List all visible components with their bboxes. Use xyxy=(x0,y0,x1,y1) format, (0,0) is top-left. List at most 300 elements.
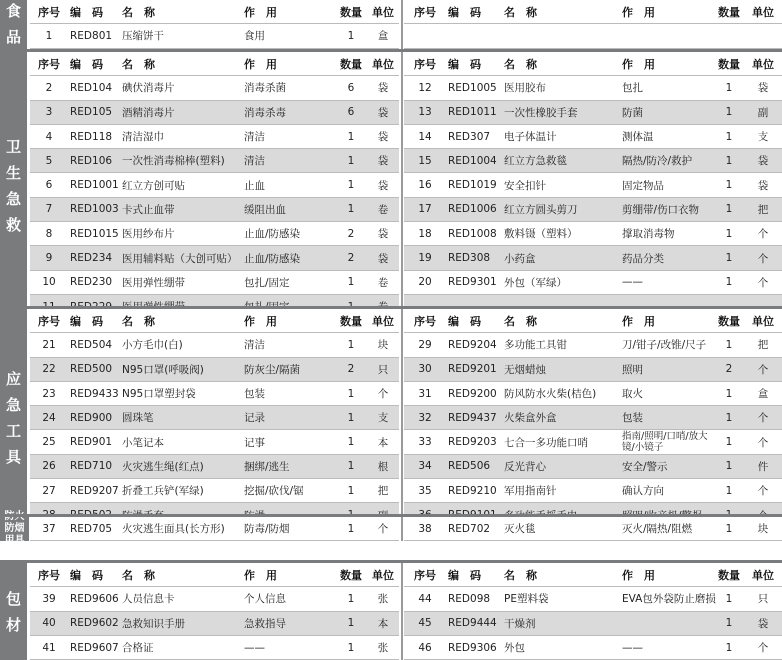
item-unit: 只 xyxy=(377,363,389,376)
item-use: 捆绑/逃生 xyxy=(244,460,290,473)
item-unit: 把 xyxy=(377,485,389,498)
item-unit: 块 xyxy=(757,523,769,536)
item-no: 7 xyxy=(45,203,53,216)
header-row xyxy=(30,563,399,587)
table-row xyxy=(30,149,399,173)
left-column xyxy=(30,563,399,660)
item-name: 红立方急救毯 xyxy=(504,155,567,168)
table-row xyxy=(30,246,399,270)
item-use: 清洁 xyxy=(244,339,265,352)
item-no: 9 xyxy=(45,252,53,265)
item-qty: 1 xyxy=(725,411,733,424)
item-code: RED105 xyxy=(70,106,113,119)
table-row xyxy=(404,406,782,430)
item-unit: 个 xyxy=(757,363,769,376)
header-unit: 单位 xyxy=(752,314,774,328)
item-no: 33 xyxy=(418,436,432,449)
header-no: 序号 xyxy=(38,5,60,19)
item-code: RED702 xyxy=(448,522,491,535)
item-code: RED9437 xyxy=(448,411,497,424)
item-unit: 把 xyxy=(757,339,769,352)
item-qty: 1 xyxy=(347,179,355,192)
item-name: PE塑料袋 xyxy=(504,593,549,606)
header-use: 作 用 xyxy=(622,568,655,582)
header-no: 序号 xyxy=(414,314,436,328)
item-unit: 袋 xyxy=(377,131,389,144)
left-column xyxy=(30,0,399,49)
table-row xyxy=(30,431,399,455)
left-column xyxy=(30,52,399,319)
header-use: 作 用 xyxy=(244,57,277,71)
item-unit: 张 xyxy=(377,642,389,655)
item-name: 军用指南针 xyxy=(504,485,557,498)
item-code: RED308 xyxy=(448,252,491,265)
right-column xyxy=(404,52,782,319)
column-divider xyxy=(401,0,403,49)
item-name: 红立方圆头剪刀 xyxy=(504,203,578,216)
item-name: N95口罩(呼吸阀) xyxy=(122,363,204,376)
section-5 xyxy=(0,563,782,660)
item-name: 防风防水火柴(桔色) xyxy=(504,388,597,401)
item-no: 44 xyxy=(418,592,432,605)
item-name: 灭火毯 xyxy=(504,523,536,536)
item-unit: 个 xyxy=(757,436,769,449)
header-code: 编 码 xyxy=(70,568,103,582)
item-qty: 2 xyxy=(347,227,355,240)
item-use: —— xyxy=(244,641,265,654)
item-qty: 1 xyxy=(347,592,355,605)
header-qty: 数量 xyxy=(718,57,740,71)
item-name: 卡式止血带 xyxy=(122,203,175,216)
item-unit: 袋 xyxy=(757,179,769,192)
header-code: 编 码 xyxy=(70,57,103,71)
item-no: 16 xyxy=(418,179,432,192)
item-name: 外包（军绿） xyxy=(504,276,567,289)
item-qty: 1 xyxy=(347,641,355,654)
item-qty: 1 xyxy=(347,29,355,42)
item-name: 酒精消毒片 xyxy=(122,106,175,119)
right-column xyxy=(404,517,782,541)
item-no: 2 xyxy=(45,81,53,94)
left-column xyxy=(30,309,399,528)
table-row xyxy=(30,333,399,357)
item-use: —— xyxy=(622,276,643,289)
header-no: 序号 xyxy=(414,5,436,19)
item-use: 灭火/隔热/阻燃 xyxy=(622,523,693,536)
item-qty: 1 xyxy=(347,387,355,400)
item-unit: 个 xyxy=(757,252,769,265)
table-row xyxy=(404,222,782,246)
header-use: 作 用 xyxy=(622,314,655,328)
item-unit: 本 xyxy=(377,436,389,449)
item-name: 外包 xyxy=(504,642,525,655)
table-row xyxy=(30,455,399,479)
item-use: 指南/照明/口哨/放大镜/小镜子 xyxy=(622,431,708,454)
item-qty: 1 xyxy=(347,154,355,167)
item-qty: 1 xyxy=(725,592,733,605)
header-no: 序号 xyxy=(38,568,60,582)
table-row xyxy=(404,636,782,660)
item-unit: 个 xyxy=(377,523,389,536)
item-unit: 袋 xyxy=(757,155,769,168)
item-no: 18 xyxy=(418,227,432,240)
item-code: RED9301 xyxy=(448,276,497,289)
item-code: RED1005 xyxy=(448,81,497,94)
left-column xyxy=(30,517,399,541)
table-row xyxy=(404,76,782,100)
item-use: 包装 xyxy=(622,412,643,425)
item-use: 防菌 xyxy=(622,106,643,119)
item-code: RED098 xyxy=(448,592,491,605)
item-no: 5 xyxy=(45,154,53,167)
item-no: 20 xyxy=(418,276,432,289)
header-code: 编 码 xyxy=(448,5,481,19)
item-name: N95口罩塑封袋 xyxy=(122,388,196,401)
table-row xyxy=(404,246,782,270)
item-qty: 1 xyxy=(725,203,733,216)
header-code: 编 码 xyxy=(70,314,103,328)
item-use: 记录 xyxy=(244,412,265,425)
header-code: 编 码 xyxy=(70,5,103,19)
item-use: 确认方向 xyxy=(622,485,664,498)
item-use: 隔热/防冷/救护 xyxy=(622,155,693,168)
header-code: 编 码 xyxy=(448,314,481,328)
item-qty: 1 xyxy=(347,338,355,351)
item-unit: 个 xyxy=(757,276,769,289)
table-row xyxy=(404,479,782,503)
table-row xyxy=(404,149,782,173)
right-column xyxy=(404,309,782,528)
table-row xyxy=(30,636,399,660)
item-qty: 6 xyxy=(347,81,355,94)
item-use: 个人信息 xyxy=(244,593,286,606)
header-row xyxy=(30,309,399,333)
item-qty: 1 xyxy=(725,522,733,535)
item-qty: 1 xyxy=(347,411,355,424)
item-unit: 支 xyxy=(757,131,769,144)
item-qty: 1 xyxy=(347,484,355,497)
header-use: 作 用 xyxy=(244,314,277,328)
item-qty: 1 xyxy=(725,436,733,449)
table-row xyxy=(30,382,399,406)
item-no: 37 xyxy=(42,522,56,535)
item-use: 防毒/防烟 xyxy=(244,523,290,536)
category-label: 防烟用具 xyxy=(0,517,29,541)
item-no: 22 xyxy=(42,363,56,376)
item-code: RED1004 xyxy=(448,154,497,167)
item-qty: 2 xyxy=(725,363,733,376)
item-name: 一次性橡胶手套 xyxy=(504,106,578,119)
table-row xyxy=(30,517,399,541)
table-row xyxy=(404,455,782,479)
table-row xyxy=(404,271,782,295)
item-unit: 张 xyxy=(377,593,389,606)
item-qty: 1 xyxy=(725,484,733,497)
table-row xyxy=(404,174,782,198)
right-column xyxy=(404,0,782,49)
item-unit: 盒 xyxy=(377,30,389,43)
item-name: 小药盒 xyxy=(504,252,536,265)
table-row xyxy=(30,222,399,246)
header-row xyxy=(404,0,782,24)
item-no: 4 xyxy=(45,130,53,143)
section-divider xyxy=(0,560,782,563)
header-name: 名 称 xyxy=(504,5,537,19)
item-use: 止血 xyxy=(244,179,265,192)
item-use: 缓阻出血 xyxy=(244,203,286,216)
table-row xyxy=(30,406,399,430)
item-code: RED9200 xyxy=(448,387,497,400)
item-code: RED504 xyxy=(70,338,113,351)
header-code: 编 码 xyxy=(448,57,481,71)
header-unit: 单位 xyxy=(372,314,394,328)
item-code: RED9606 xyxy=(70,592,119,605)
section-divider xyxy=(0,306,782,309)
item-no: 6 xyxy=(45,179,53,192)
item-no: 23 xyxy=(42,387,56,400)
header-row xyxy=(404,563,782,587)
column-divider xyxy=(401,563,403,660)
item-code: RED506 xyxy=(448,460,491,473)
section-divider xyxy=(0,514,782,517)
item-unit: 块 xyxy=(377,339,389,352)
item-code: RED500 xyxy=(70,363,113,376)
item-unit: 只 xyxy=(757,593,769,606)
item-name: 干燥剂 xyxy=(504,617,536,630)
item-qty: 1 xyxy=(725,276,733,289)
header-qty: 数量 xyxy=(340,568,362,582)
table-row xyxy=(404,333,782,357)
item-unit: 个 xyxy=(757,228,769,241)
item-name: 红立方创可贴 xyxy=(122,179,185,192)
header-use: 作 用 xyxy=(622,57,655,71)
item-use: 食用 xyxy=(244,30,265,43)
item-no: 8 xyxy=(45,227,53,240)
table-row xyxy=(30,479,399,503)
item-use xyxy=(622,612,714,635)
item-name: 医用纱布片 xyxy=(122,228,175,241)
item-name: 七合一多功能口哨 xyxy=(504,436,588,449)
item-no: 40 xyxy=(42,617,56,630)
header-row xyxy=(30,52,399,76)
header-qty: 数量 xyxy=(718,568,740,582)
item-qty: 1 xyxy=(725,81,733,94)
item-qty: 1 xyxy=(347,130,355,143)
item-code: RED710 xyxy=(70,460,113,473)
section-4 xyxy=(0,517,782,547)
item-use: —— xyxy=(622,641,643,654)
item-no: 19 xyxy=(418,252,432,265)
item-no: 39 xyxy=(42,592,56,605)
header-unit: 单位 xyxy=(372,57,394,71)
header-code: 编 码 xyxy=(448,568,481,582)
section-2 xyxy=(0,52,782,319)
table-row xyxy=(404,382,782,406)
header-name: 名 称 xyxy=(122,57,155,71)
item-unit: 副 xyxy=(757,106,769,119)
table-row xyxy=(30,125,399,149)
item-use: 固定物品 xyxy=(622,179,664,192)
item-name: 急救知识手册 xyxy=(122,617,185,630)
item-use: 取火 xyxy=(622,388,643,401)
item-code: RED1019 xyxy=(448,179,497,192)
item-name: 合格证 xyxy=(122,642,154,655)
item-unit: 袋 xyxy=(377,228,389,241)
item-unit: 袋 xyxy=(377,82,389,95)
item-qty: 1 xyxy=(725,130,733,143)
item-qty: 1 xyxy=(725,387,733,400)
item-use: 急救指导 xyxy=(244,617,286,630)
header-name: 名 称 xyxy=(504,568,537,582)
header-qty: 数量 xyxy=(718,314,740,328)
item-unit: 把 xyxy=(757,203,769,216)
item-code: RED900 xyxy=(70,411,113,424)
item-code: RED1015 xyxy=(70,227,119,240)
item-no: 10 xyxy=(42,276,56,289)
item-unit: 袋 xyxy=(757,617,769,630)
column-divider xyxy=(401,517,403,541)
item-use: 消毒杀毒 xyxy=(244,106,286,119)
item-qty: 2 xyxy=(347,363,355,376)
header-qty: 数量 xyxy=(340,57,362,71)
item-unit: 个 xyxy=(377,388,389,401)
item-name: 医用弹性绷带 xyxy=(122,276,185,289)
item-qty: 2 xyxy=(347,252,355,265)
item-qty: 1 xyxy=(725,179,733,192)
item-qty: 1 xyxy=(725,252,733,265)
item-no: 35 xyxy=(418,484,432,497)
item-use: 测体温 xyxy=(622,131,654,144)
item-qty: 1 xyxy=(725,338,733,351)
item-unit: 本 xyxy=(377,617,389,630)
item-unit: 卷 xyxy=(377,276,389,289)
item-unit: 袋 xyxy=(377,155,389,168)
item-no: 30 xyxy=(418,363,432,376)
section-3 xyxy=(0,309,782,528)
item-qty: 1 xyxy=(725,617,733,630)
item-code: RED9602 xyxy=(70,617,119,630)
category-label: 食品 xyxy=(0,0,27,49)
item-use: 消毒杀菌 xyxy=(244,82,286,95)
item-use: 撑取消毒物 xyxy=(622,228,675,241)
item-qty: 1 xyxy=(347,460,355,473)
header-unit: 单位 xyxy=(752,568,774,582)
item-unit: 个 xyxy=(757,642,769,655)
item-code: RED9201 xyxy=(448,363,497,376)
table-row xyxy=(30,101,399,125)
item-no: 24 xyxy=(42,411,56,424)
item-code: RED9607 xyxy=(70,641,119,654)
table-row xyxy=(404,198,782,222)
item-unit: 件 xyxy=(757,460,769,473)
item-name: 人员信息卡 xyxy=(122,593,175,606)
category-label: 应急工具 xyxy=(0,309,27,528)
item-code: RED307 xyxy=(448,130,491,143)
header-row xyxy=(30,0,399,24)
item-unit: 袋 xyxy=(377,252,389,265)
item-no: 12 xyxy=(418,81,432,94)
section-divider xyxy=(0,49,782,52)
item-use: 记事 xyxy=(244,436,265,449)
header-qty: 数量 xyxy=(340,314,362,328)
item-use: 照明 xyxy=(622,363,643,376)
item-code: RED1001 xyxy=(70,179,119,192)
item-use: 包扎/固定 xyxy=(244,276,290,289)
item-name: 小笔记本 xyxy=(122,436,164,449)
table-row xyxy=(30,612,399,636)
table-row xyxy=(30,198,399,222)
header-use: 作 用 xyxy=(622,5,655,19)
item-unit: 盒 xyxy=(757,388,769,401)
item-name: 反光背心 xyxy=(504,460,546,473)
item-code: RED801 xyxy=(70,29,113,42)
item-no: 41 xyxy=(42,641,56,654)
header-row xyxy=(404,309,782,333)
item-no: 46 xyxy=(418,641,432,654)
header-unit: 单位 xyxy=(752,57,774,71)
item-code: RED901 xyxy=(70,436,113,449)
item-use: 安全/警示 xyxy=(622,460,668,473)
item-use: 刀/钳子/改锥/尺子 xyxy=(622,339,707,352)
item-name: 敷料镊（塑料） xyxy=(504,228,578,241)
item-unit: 个 xyxy=(757,485,769,498)
item-code: RED234 xyxy=(70,252,113,265)
header-no: 序号 xyxy=(414,57,436,71)
item-no: 38 xyxy=(418,522,432,535)
item-use: 药品分类 xyxy=(622,252,664,265)
item-name: 圆珠笔 xyxy=(122,412,154,425)
item-name: 火灾逃生面具(长方形) xyxy=(122,523,225,536)
header-unit: 单位 xyxy=(372,5,394,19)
header-name: 名 称 xyxy=(504,314,537,328)
header-no: 序号 xyxy=(38,57,60,71)
item-code: RED705 xyxy=(70,522,113,535)
item-name: 折叠工兵铲(军绿) xyxy=(122,485,204,498)
item-qty: 1 xyxy=(725,460,733,473)
header-row xyxy=(404,52,782,76)
item-unit: 袋 xyxy=(377,179,389,192)
item-unit: 个 xyxy=(757,412,769,425)
item-qty: 1 xyxy=(347,436,355,449)
item-use: 止血/防感染 xyxy=(244,252,301,265)
item-name: 清洁湿巾 xyxy=(122,131,164,144)
item-unit: 袋 xyxy=(757,82,769,95)
item-code: RED9204 xyxy=(448,338,497,351)
header-name: 名 称 xyxy=(122,5,155,19)
header-no: 序号 xyxy=(414,568,436,582)
table-row xyxy=(30,24,399,48)
table-row xyxy=(404,612,782,636)
table-row xyxy=(404,101,782,125)
header-name: 名 称 xyxy=(122,314,155,328)
item-no: 17 xyxy=(418,203,432,216)
item-name: 无烟蜡烛 xyxy=(504,363,546,376)
item-no: 34 xyxy=(418,460,432,473)
table-row xyxy=(404,24,782,48)
item-no: 25 xyxy=(42,436,56,449)
item-no: 45 xyxy=(418,617,432,630)
item-code: RED1011 xyxy=(448,106,497,119)
header-use: 作 用 xyxy=(244,568,277,582)
item-qty: 1 xyxy=(725,154,733,167)
item-code: RED104 xyxy=(70,81,113,94)
item-use: 清洁 xyxy=(244,155,265,168)
right-column xyxy=(404,563,782,660)
item-use: 包扎 xyxy=(622,82,643,95)
item-use: EVA包外袋防止磨损 xyxy=(622,593,716,606)
item-no: 21 xyxy=(42,338,56,351)
item-no: 26 xyxy=(42,460,56,473)
